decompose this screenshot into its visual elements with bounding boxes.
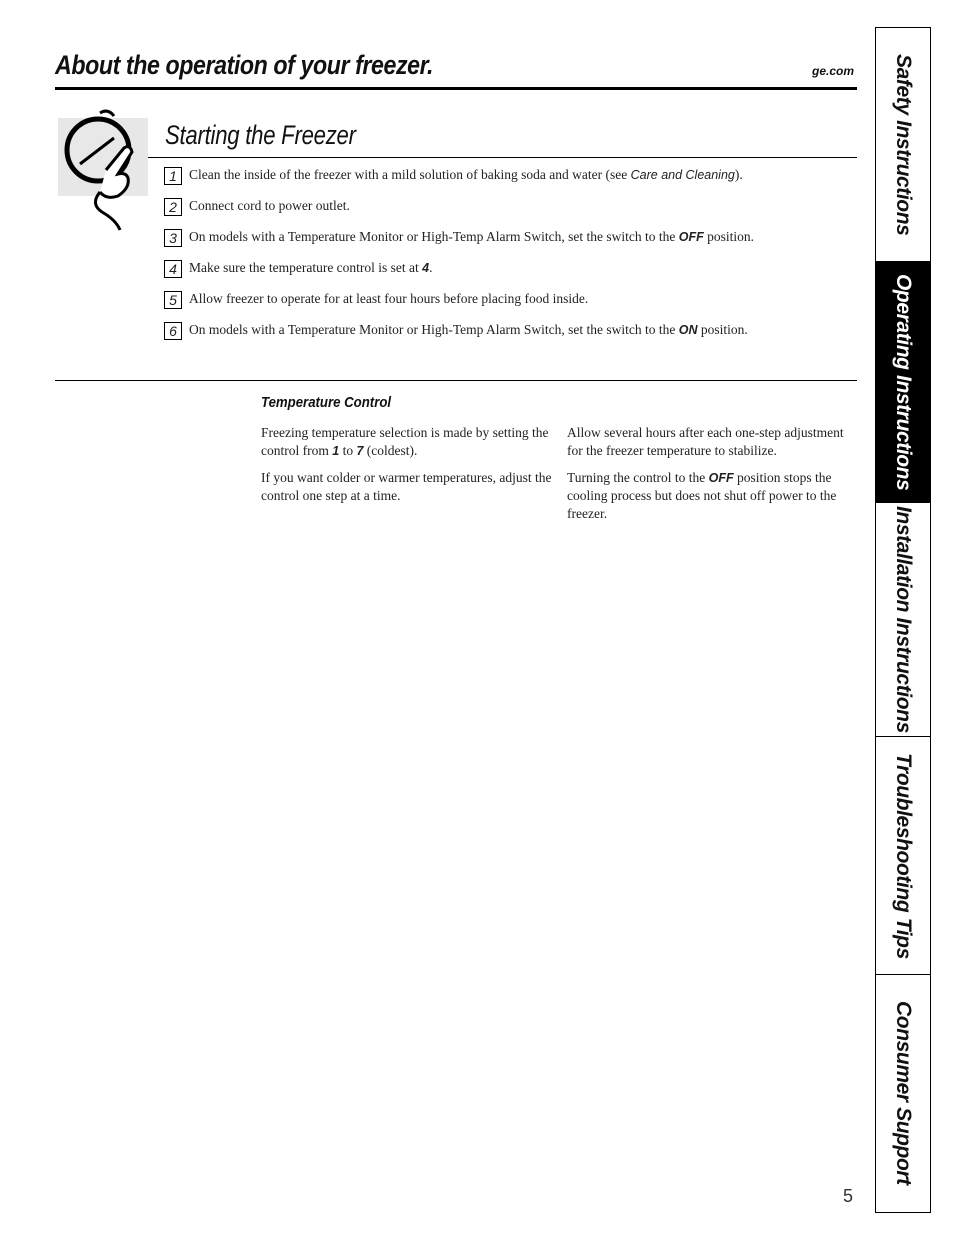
step-item [164,166,864,197]
tab-label: Troubleshooting Tips [892,752,915,959]
tab-label: Installation Instructions [892,506,915,733]
knob-hand-icon [58,108,148,233]
step-number-box: 2 [164,198,182,216]
tab-troubleshooting-tips[interactable] [876,736,930,974]
step-text: Connect cord to power outlet. [189,198,350,213]
step-item [164,228,864,259]
step-item [164,290,864,321]
section-divider [148,157,857,158]
steps-list [164,166,864,352]
step-number-box: 1 [164,167,182,185]
temperature-control-right-column [567,424,857,532]
paragraph: Turning the control to the OFF position stops the cooling process but does not shut off power to the freezer. [567,470,837,521]
step-text: Make sure the temperature control is set at 4. [189,260,433,275]
page-title: About the operation of your freezer. [55,50,434,80]
step-number-box: 5 [164,291,182,309]
site-url[interactable]: ge.com [811,64,854,78]
temperature-control-left-column [261,424,553,514]
section-divider-lower [55,380,857,381]
tab-label: Operating Instructions [892,273,915,491]
tab-label: Safety Instructions [892,53,915,236]
tab-label: Consumer Support [892,1001,915,1185]
paragraph: Allow several hours after each one-step adjustment for the freezer temperature to stabilize. [567,425,844,458]
tab-operating-instructions[interactable] [876,261,930,502]
paragraph: If you want colder or warmer temperatures, adjust the control one step at a time. [261,470,552,503]
step-item [164,259,864,290]
step-item [164,321,864,352]
step-number-box: 3 [164,229,182,247]
care-and-cleaning-link[interactable]: Care and Cleaning [630,168,735,182]
temperature-control-heading: Temperature Control [261,394,392,411]
paragraph: Freezing temperature selection is made by setting the control from 1 to 7 (coldest). [261,425,549,458]
tab-installation-instructions[interactable] [876,502,930,736]
step-text: On models with a Temperature Monitor or High-Temp Alarm Switch, set the switch to the OFF position. [189,229,755,244]
step-text: On models with a Temperature Monitor or High-Temp Alarm Switch, set the switch to the ON position. [189,322,748,337]
page-number: 5 [843,1186,854,1206]
step-number-box: 4 [164,260,182,278]
step-text: Allow freezer to operate for at least four hours before placing food inside. [189,291,589,306]
header-divider [55,87,857,90]
tab-consumer-support[interactable] [876,974,930,1211]
step-number-box: 6 [164,322,182,340]
section-title: Starting the Freezer [165,120,356,150]
section-tabs [875,27,931,1213]
step-text: Clean the inside of the freezer with a mild solution of baking soda and water (see Care and Cleaning). [189,167,743,182]
tab-safety-instructions[interactable] [876,28,930,261]
step-item [164,197,864,228]
